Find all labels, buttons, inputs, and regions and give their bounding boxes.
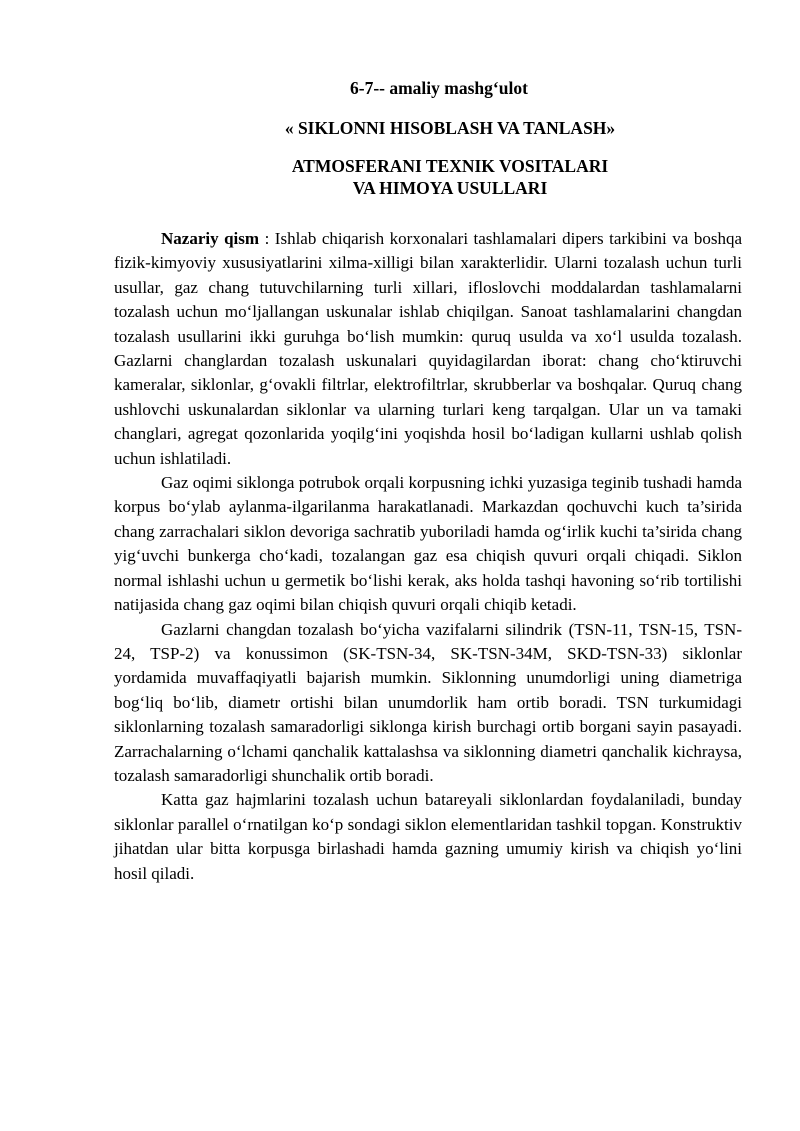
paragraph-cyclone-types: Gazlarni changdan tozalash bo‘yicha vazifalarni silindrik (TSN-11, TSN-15, TSN-24, TSP-2) va konussimon (SK-TSN-34, SK-TSN-34M, SKD-TSN-33) siklonlar yordamida muvaffaqiyatli bajarish mumkin. Siklonning unumdorligi uning diametriga bog‘liq bo‘lib, diametr ortishi bilan unumdorlik ham ortib boradi. TSN turkumidagi siklonlarning tozalash samaradorligi siklonga kirish burchagi ortib borgani sayin pasayadi. Zarrachalarning o‘lchami qanchalik kattalashsa va siklonning diametri qanchalik kichraysa, tozalash samaradorligi shunchalik ortib boradi.	[114, 619, 742, 785]
lead-term: Nazariy qism	[161, 229, 260, 248]
paragraph-battery-cyclones: Katta gaz hajmlarini tozalash uchun batareyali siklonlardan foydalaniladi, bunday siklonlar parallel o‘rnatilgan ko‘p sondagi siklon elementlaridan tashkil topgan. Konstruktiv jihatdan ular bitta korpusga birlashadi hamda gazning umumiy kirish va chiqish yo‘lini hosil qiladi.	[114, 790, 742, 883]
section-title-line-1: ATMOSFERANI TEXNIK VOSITALARI	[291, 156, 609, 176]
body-text	[114, 227, 742, 886]
practical-session-label: 6-7-- amaliy mashg‘ulot	[350, 78, 528, 98]
paragraph-theory-text: : Ishlab chiqarish korxonalari tashlamalari dipers tarkibini va boshqa fizik-kimyoviy xususiyatlarini xilma-xilligi bilan xarakterlidir. Ularni tozalash uchun turli usullar, gaz chang tutuvchilarning turli xillari, ifloslovchi moddalardan tashlamalarni tozalash uchun mo‘ljallangan uskunalar ishlab chiqilgan. Sanoat tashlamalarini changdan tozalash usullarini ikki guruhga bo‘lish mumkin: quruq usulda va xo‘l usulda tozalash. Gazlarni changlardan tozalash uskunalari quyidagilardan iborat: chang cho‘ktiruvchi kameralar, siklonlar, g‘ovakli filtrlar, elektrofiltrlar, skrubberlar va boshqalar. Quruq chang ushlovchi uskunalardan siklonlar va ularning turlari keng tarqalgan. Ular un va tamaki changlari, agregat qozonlarida yoqilg‘ini yoqishda hosil bo‘ladigan kullarni ushlab qolish uchun ishlatiladi.	[114, 229, 742, 468]
topic-title: « SIKLONNI HISOBLASH VA TANLASH»	[284, 118, 616, 138]
section-title-line-2: VA HIMOYA USULLARI	[352, 178, 548, 198]
section-title	[200, 155, 700, 199]
paragraph-theory	[114, 227, 742, 471]
paragraph-gas-flow: Gaz oqimi siklonga potrubok orqali korpusning ichki yuzasiga teginib tushadi hamda korpus bo‘ylab aylanma-ilgarilanma harakatlanadi. Markazdan qochuvchi kuch ta’sirida chang zarrachalari siklon devoriga sachratib yuboriladi hamda og‘irlik kuchi ta’sirida chang yig‘uvchi bunkerga cho‘kadi, tozalangan gaz esa chiqish quvuri orqali chiqadi. Siklon normal ishlashi uchun u germetik bo‘lishi kerak, aks holda tashqi havoning so‘rib tortilishi natijasida chang gaz oqimi bilan chiqish quvuri orqali chiqib ketadi.	[114, 473, 742, 615]
